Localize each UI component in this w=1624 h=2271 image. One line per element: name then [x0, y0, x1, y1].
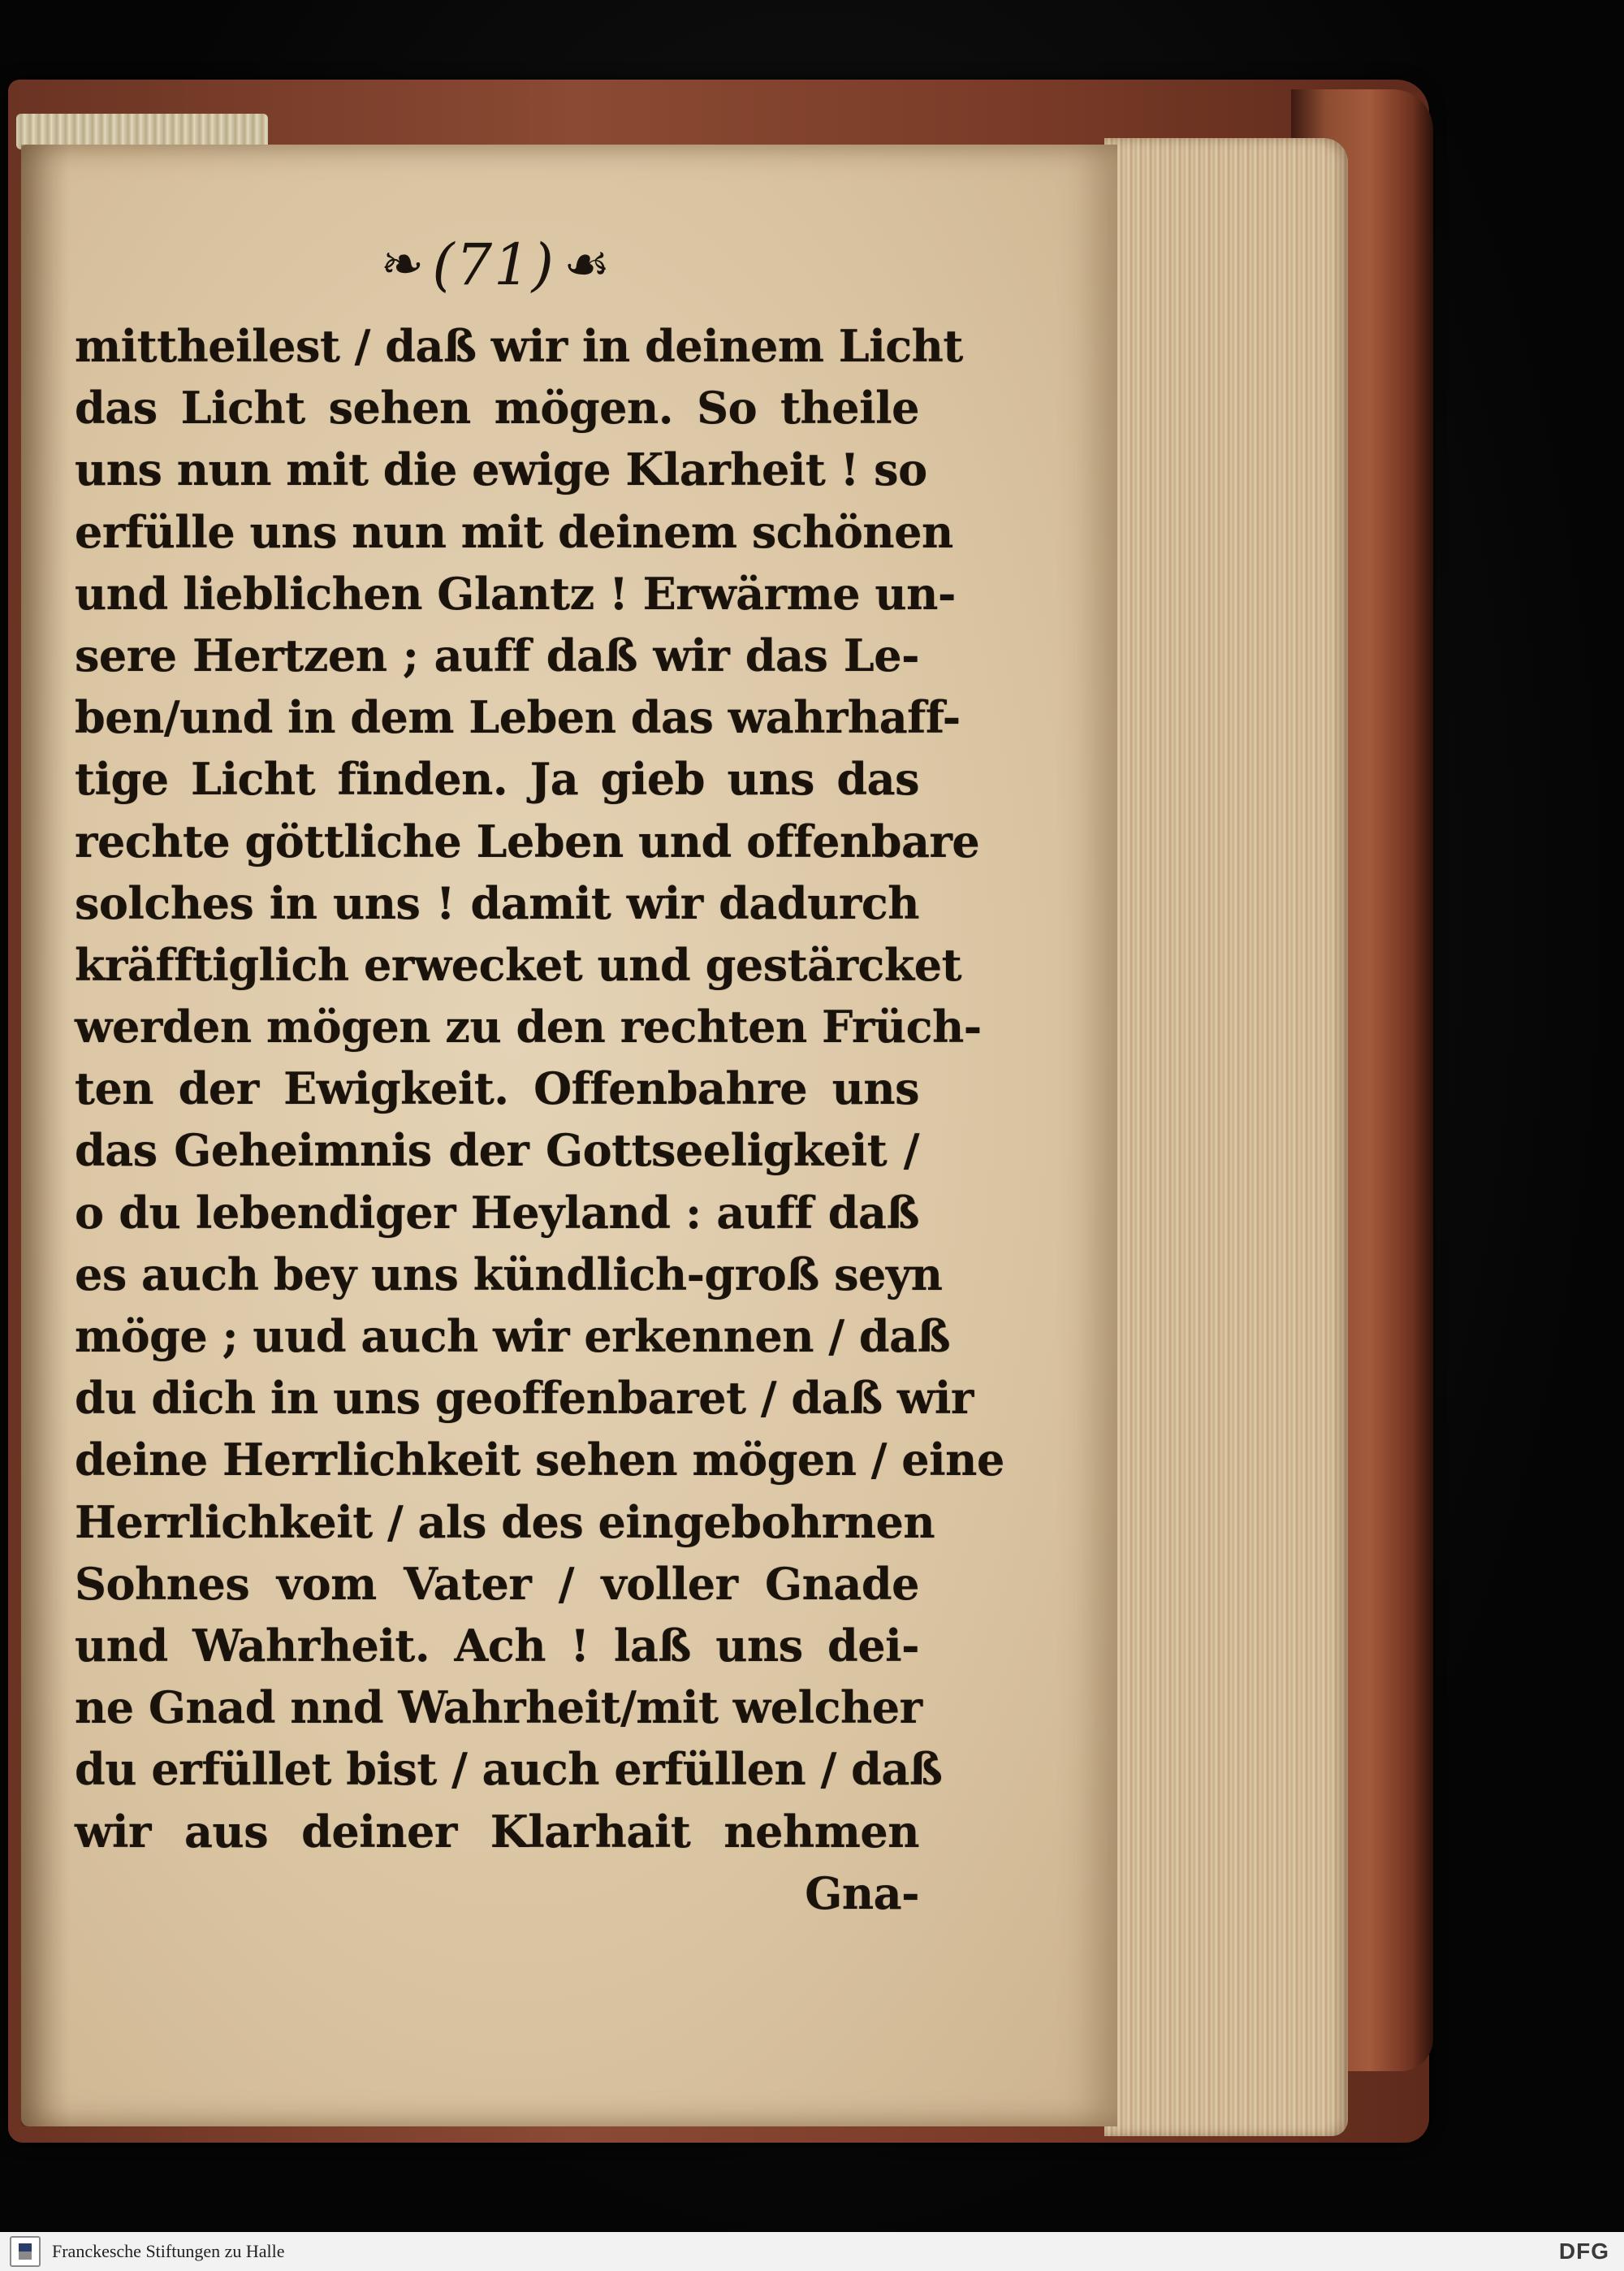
fleuron-right-icon: ☙: [563, 235, 611, 295]
footer-bar: [0, 2232, 1624, 2271]
text-line: mittheilest / daß wir in deinem Licht: [75, 320, 963, 372]
text-line: Herrlichkeit / als des eingebohrnen: [75, 1495, 935, 1548]
page-text: [75, 315, 1004, 1924]
text-line: ne Gnad nnd Wahrheit/mit welcher: [75, 1681, 922, 1734]
text-line: Sohnes vom Vater / voller Gnade: [75, 1557, 919, 1610]
text-line: o du lebendiger Heyland : auff daß: [75, 1186, 919, 1239]
text-line: sere Hertzen ; auff daß wir das Le-: [75, 629, 919, 681]
text-line: ten der Ewigkeit. Offenbahre uns: [75, 1062, 919, 1115]
text-line: kräfftiglich erwecket und gestärcket: [75, 938, 962, 991]
franckesche-stiftungen-logo-icon[interactable]: [10, 2236, 41, 2267]
page-stack-edges: [1104, 138, 1348, 2136]
fleuron-left-icon: ❧: [380, 235, 425, 295]
text-line: und lieblichen Glantz ! Erwärme un-: [75, 567, 956, 620]
page-number: (71): [432, 231, 555, 298]
footer-credit: [0, 2236, 285, 2267]
page-header: [325, 224, 666, 305]
text-line: werden mögen zu den rechten Früch-: [75, 1001, 982, 1053]
text-line: möge ; uud auch wir erkennen / daß: [75, 1310, 951, 1362]
text-line: deine Herrlichkeit sehen mögen / eine: [75, 1434, 1004, 1486]
text-line: wir aus deiner Klarhait nehmen: [75, 1805, 919, 1858]
text-line: du dich in uns geoffenbaret / daß wir: [75, 1372, 974, 1425]
logo-mark: [19, 2243, 32, 2260]
text-line: ben/und in dem Leben das wahrhaff-: [75, 691, 961, 744]
institution-name[interactable]: Franckesche Stiftungen zu Halle: [52, 2241, 285, 2261]
catchword: Gna-: [805, 1867, 919, 1919]
text-line: rechte göttliche Leben und offenbare: [75, 815, 980, 867]
gutter-shadow: [21, 145, 70, 2126]
text-line: es auch bey uns kündlich-groß seyn: [75, 1248, 943, 1300]
text-line: das Licht sehen mögen. So theile: [75, 382, 919, 435]
dfg-logo[interactable]: DFG: [1558, 2239, 1609, 2264]
text-line: das Geheimnis der Gottseeligkeit /: [75, 1124, 919, 1177]
text-line: uns nun mit die ewige Klarheit ! so: [75, 443, 927, 496]
text-line: solches in uns ! damit wir dadurch: [75, 876, 919, 929]
text-line: erfülle uns nun mit deinem schönen: [75, 505, 953, 558]
text-line: du erfüllet bist / auch erfüllen / daß: [75, 1743, 943, 1796]
text-line: und Wahrheit. Ach ! laß uns dei-: [75, 1619, 919, 1672]
text-line: tige Licht finden. Ja gieb uns das: [75, 753, 919, 806]
